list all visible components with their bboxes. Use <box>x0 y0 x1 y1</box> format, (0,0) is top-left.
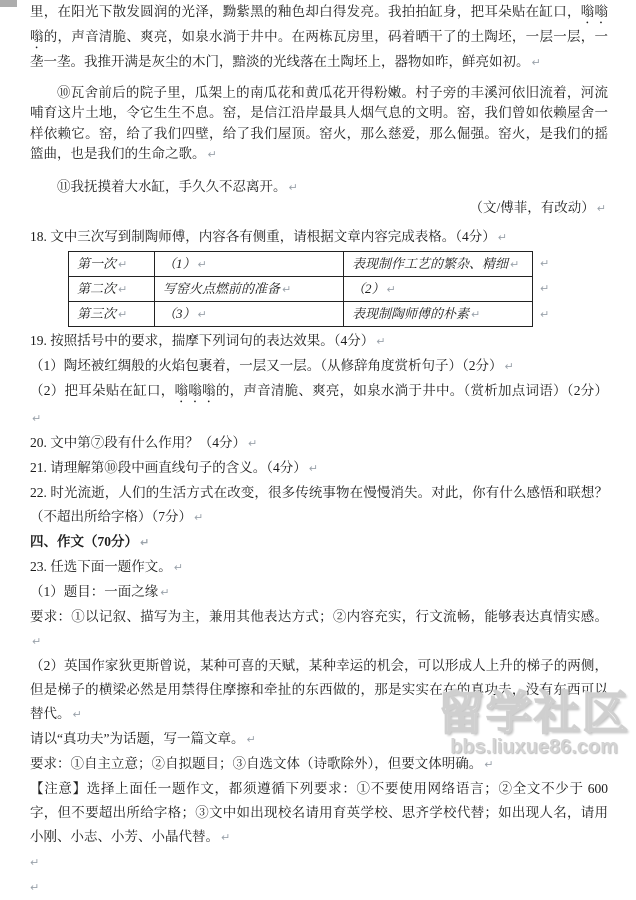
question-19: 19. 按照括号中的要求，揣摩下列词句的表达效果。（4分） ↵ <box>30 333 386 348</box>
essay-option-1-title: （1）题目：一面之缘 ↵ <box>30 584 170 599</box>
reading-passage <box>30 2 608 198</box>
table-cell: 表现制作工艺的繁杂、精细 ↵ <box>344 252 533 277</box>
paragraph-10 <box>30 83 608 166</box>
table-row <box>69 302 533 327</box>
paragraph-text: ⑩瓦舍前后的院子里，瓜架上的南瓜花和黄瓜花开得粉嫩。村子旁的丰溪河依旧流着，河流哺育这片土地，令它生生不息。窑，是信江沿岸最具人烟气息的文明。窑，我们曾如依赖屋舍一样依赖它。窑，给了我们四壁，给了我们屋顶。窑火，那么慈爱，那么倔强。窑火，是我们的摇篮曲，也是我们的生命之歌。 <box>30 84 608 161</box>
watermark-url: bbs.liuxue86.com <box>450 736 618 758</box>
paragraph-text: ⑪我抚摸着大水缸，手久久不忍离开。 <box>57 178 287 194</box>
paragraph-mark-icon: ↵ <box>32 412 42 425</box>
table-cell: 写窑火点燃前的准备 ↵ <box>155 277 344 302</box>
paragraph-mark-icon: ↵ <box>118 307 128 321</box>
paragraph-mark-icon: ↵ <box>194 511 204 524</box>
paragraph-mark-icon: ↵ <box>32 635 42 648</box>
paragraph-mark-icon: ↵ <box>504 360 514 373</box>
table-row <box>69 252 533 277</box>
paragraph-mark-icon: ↵ <box>30 881 40 894</box>
table-cell: （3） ↵ <box>155 302 344 327</box>
paragraph-mark-icon: ↵ <box>497 230 507 244</box>
paragraph-mark-icon: ↵ <box>160 586 170 599</box>
question-21: 21. 请理解第⑩段中画直线句子的含义。（4分） ↵ <box>30 460 318 475</box>
question-18: 18. 文中三次写到制陶师傅，内容各有侧重，请根据文章内容完成表格。（4分） ↵ <box>30 228 507 244</box>
paragraph-mark-icon: ↵ <box>282 282 292 296</box>
table-row <box>69 277 533 302</box>
table-cell: 第二次 ↵ <box>69 277 155 302</box>
paragraph-mark-icon: ↵ <box>246 733 256 746</box>
paragraph-mark-icon: ↵ <box>288 180 298 194</box>
paragraph-mark-icon: ↵ <box>540 307 550 321</box>
paragraph-mark-icon: ↵ <box>197 307 207 321</box>
question-19-2: （2）把耳朵贴在缸口，嗡嗡嗡的，声音清脆、爽亮，如泉水淌于井中。（赏析加点词语）（2分）↵ <box>30 383 609 425</box>
watermark-title: 留学社区 <box>438 687 630 739</box>
table-cell: 第一次 ↵ <box>69 252 155 277</box>
paragraph-mark-icon: ↵ <box>221 831 231 844</box>
paragraph-mark-icon: ↵ <box>118 257 128 271</box>
paragraph-mark-icon: ↵ <box>540 282 550 296</box>
emphasis-dotted-text: 嗡嗡嗡 <box>30 4 609 44</box>
paragraph-mark-icon: ↵ <box>540 257 550 271</box>
table-row-end-marks <box>533 251 549 327</box>
paragraph-mark-icon: ↵ <box>197 257 207 271</box>
screenshot-corner-artifact <box>0 0 17 7</box>
paragraph-mark-icon: ↵ <box>30 856 40 869</box>
paragraph-text: 里，在阳光下散发圆润的光泽，黝紫黑的釉色却白得发亮。我拍拍缸身，把耳朵贴在缸口， <box>30 4 581 19</box>
paragraph-mark-icon: ↵ <box>471 307 481 321</box>
paragraph-mark-icon: ↵ <box>140 536 150 549</box>
question-19-1: （1）陶坯被红绸般的火焰包裹着，一层又一层。（从修辞角度赏析句子）（2分） ↵ <box>30 358 514 373</box>
section-heading-essay: 四、作文（70分） ↵ <box>30 534 150 549</box>
paragraph-text: 的，声音清脆、爽亮，如泉水淌于井中。在两栋瓦房里，码着晒干了的土陶坯，一层一层，一垄一垄。我推开满是灰尘的木门，黯淡的光线落在土陶坯上，器物如昨，鲜亮如初。 <box>30 29 609 69</box>
question-20: 20. 文中第⑦段有什么作用？（4分） ↵ <box>30 435 258 450</box>
essay-notice: 【注意】选择上面任一题作文，都须遵循下列要求：①不要使用网络语言；②全文不少于 600 字，但不要超出所给字格；③文中如出现校名请用育英学校、思齐学校代替；如出现人名，请用小刚、小志、小芳、小晶代替。 ↵ <box>30 781 608 844</box>
paragraph-9-continuation <box>30 2 608 74</box>
essay-option-1-requirements: 要求：①以记叙、描写为主，兼用其他表达方式；②内容充实，行文流畅，能够表达真情实感。↵ <box>30 609 608 648</box>
paragraph-mark-icon: ↵ <box>484 758 494 771</box>
table-cell: 表现制陶师傅的朴素 ↵ <box>344 302 533 327</box>
author-attribution: （文/傅菲，有改动） ↵ <box>469 200 606 215</box>
question-18-table <box>68 251 533 327</box>
emphasis-dotted-text: 嗡嗡嗡 <box>174 383 216 398</box>
empty-line <box>30 850 608 875</box>
essay-option-2-text: （2）英国作家狄更斯曾说，某种可喜的天赋，某种幸运的机会，可以形成人上升的梯子的两侧，但是梯子的横梁必然是用禁得住摩擦和牵扯的东西做的，那是实实在在的真功夫，没有东西可以替代。 ↵ <box>30 658 608 721</box>
question-23: 23. 任选下面一题作文。 ↵ <box>30 559 183 574</box>
document-body <box>30 2 608 900</box>
question-22: 22. 时光流逝，人们的生活方式在改变，很多传统事物在慢慢消失。对此，你有什么感悟和联想？（不超出所给字格）（7分） ↵ <box>30 485 608 524</box>
paragraph-mark-icon: ↵ <box>531 56 541 69</box>
paragraph-mark-icon: ↵ <box>173 561 183 574</box>
table-cell: 第三次 ↵ <box>69 302 155 327</box>
essay-option-2-topic: 请以“真功夫”为话题，写一篇文章。 ↵ <box>30 731 256 746</box>
paragraph-mark-icon: ↵ <box>207 148 217 161</box>
paragraph-mark-icon: ↵ <box>72 708 82 721</box>
paragraph-mark-icon: ↵ <box>596 202 606 215</box>
paragraph-mark-icon: ↵ <box>248 437 258 450</box>
table-cell: （1） ↵ <box>155 252 344 277</box>
paragraph-mark-icon: ↵ <box>118 282 128 296</box>
paragraph-11 <box>30 177 608 199</box>
paragraph-mark-icon: ↵ <box>308 462 318 475</box>
essay-option-2-requirements: 要求：①自主立意；②自拟题目；③自选文体（诗歌除外），但要文体明确。 ↵ <box>30 756 494 771</box>
empty-line <box>30 875 608 900</box>
question-18-table-wrap <box>68 251 608 327</box>
paragraph-mark-icon: ↵ <box>510 257 520 271</box>
table-cell: （2） ↵ <box>344 277 533 302</box>
paragraph-mark-icon: ↵ <box>386 282 396 296</box>
paragraph-mark-icon: ↵ <box>376 335 386 348</box>
